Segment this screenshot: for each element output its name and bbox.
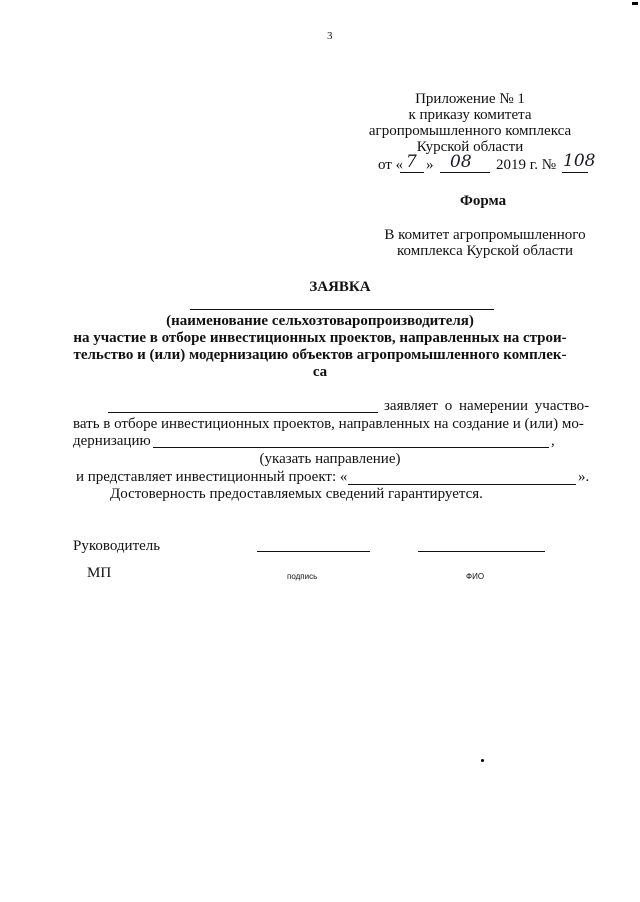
body-line-3-suffix: , (551, 433, 555, 449)
subtitle-line-1: (наименование сельхозтоваропроизводителя) (166, 313, 474, 329)
document-title: ЗАЯВКА (309, 279, 371, 295)
form-label: Форма (460, 193, 507, 209)
body-line-2: вать в отборе инвестиционных проектов, направленных на создание и (или) мо- (73, 416, 584, 432)
number-underline (562, 172, 588, 173)
appendix-line-3: агропромышленного комплекса (368, 123, 572, 139)
year-and-number-label: 2019 г. № (496, 157, 557, 173)
project-field[interactable] (348, 484, 576, 485)
page-number: 3 (327, 30, 333, 42)
day-underline (400, 172, 424, 173)
role-label: Руководитель (73, 538, 161, 554)
body-line-3-prefix: дернизацию (73, 433, 151, 449)
signature-field[interactable] (257, 551, 370, 552)
scan-speck (481, 759, 484, 762)
body-line-1-suffix: заявляет о намерении участво- (384, 398, 590, 414)
body-line-4-suffix: ». (578, 469, 590, 485)
order-number-handwritten: 108 (563, 151, 596, 171)
subtitle-line-2: на участие в отборе инвестиционных проектов, направленных на строи- (73, 330, 567, 346)
date-mid: » (426, 157, 434, 173)
addressee-line-2: комплекса Курской области (396, 243, 574, 259)
scan-mark (632, 2, 638, 5)
direction-hint: (указать направление) (259, 451, 401, 467)
month-underline (440, 172, 490, 173)
addressee-line-1: В комитет агропромышленного (384, 227, 586, 243)
appendix-line-4: Курской области (416, 139, 524, 155)
applicant-name-line (190, 309, 494, 310)
body-line-5: Достоверность предоставляемых сведений гарантируется. (110, 486, 483, 502)
month-handwritten: 08 (450, 152, 472, 172)
body-line-4-prefix: и представляет инвестиционный проект: « (76, 469, 348, 485)
subtitle-line-3: тельство и (или) модернизацию объектов агропромышленного комплек- (73, 347, 567, 363)
appendix-line-2: к приказу комитета (408, 107, 532, 123)
date-prefix: от « (378, 157, 404, 173)
subtitle-line-4: са (312, 364, 328, 380)
day-handwritten: 7 (406, 152, 417, 172)
applicant-field[interactable] (108, 412, 378, 413)
name-field[interactable] (418, 551, 545, 552)
direction-field[interactable] (153, 447, 549, 448)
signature-hint: подпись (287, 572, 318, 581)
name-hint: ФИО (466, 572, 485, 581)
stamp-label: МП (87, 565, 112, 581)
appendix-line-1: Приложение № 1 (415, 91, 525, 107)
